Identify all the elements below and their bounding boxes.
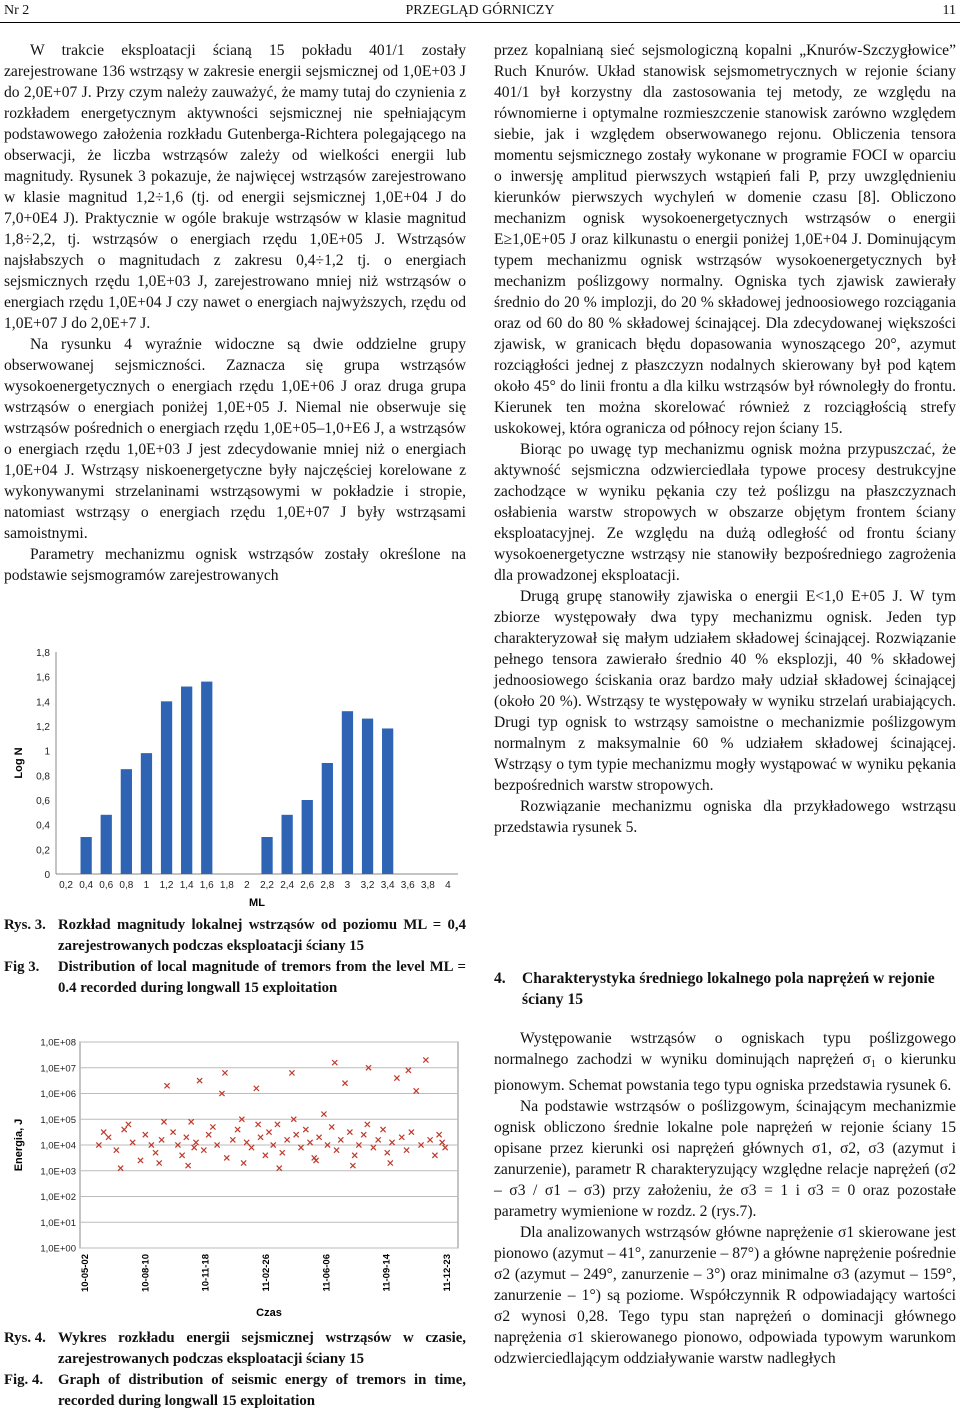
x-tick-label: 0,6 [99, 880, 114, 891]
y-tick-label: 0,4 [36, 820, 50, 832]
energy-chart-svg [4, 1030, 466, 1325]
header-rule [0, 22, 960, 23]
bar [302, 800, 313, 874]
x-tick-label: 11-06-06 [321, 1254, 333, 1292]
caption-text: Distribution of local magnitude of tremors from the level ML = 0.4 recorded during longwall 15 exploitation [58, 959, 466, 996]
energy-scatter-chart [4, 1030, 466, 1325]
x-tick-label: 1,4 [179, 880, 194, 891]
caption-text: Wykres rozkładu energii sejsmicznej wstrząsów w czasie, zarejestrowanych podczas eksploatacji ściany 15 [58, 1330, 466, 1367]
x-tick-label: 0,8 [119, 880, 134, 891]
data-point [159, 1137, 164, 1142]
x-tick-label: 3 [344, 880, 351, 891]
data-point [289, 1070, 294, 1075]
data-point [101, 1130, 106, 1135]
x-tick-label: 1,8 [219, 880, 234, 891]
data-point [235, 1127, 240, 1132]
data-point [350, 1163, 355, 1168]
paragraph: Na rysunku 4 wyraźnie widoczne są dwie oddzielne grupy obserwowanej sejsmiczności. Zaznacza się grupa wstrząsów wysokoenergetycznych o energiach rzędu 1,0E+06 J oraz druga grupa wstrząsów o energiach poniżej 1,0E+05 J. Niemal nie obserwuje się wstrząsów pośrednich o energiach rzędu 1,0E+05–1,0+E6 J, a wstrząsów o energiach rzędu 1,0E+03 J jest zdecydowanie mniej niż o energiach 1,0E+04 J. Wstrząsy niskoenergetyczne były najczęściej korelowane z wykonywanymi strzelaninami wstrząsowymi w pokładzie i stropie, natomiast wstrząsy o energiach rzędu 1,0E+07 J były wstrząsami samoistnymi. [4, 336, 466, 542]
data-point [122, 1127, 127, 1132]
bar [141, 753, 152, 874]
x-tick-label: 0,2 [59, 880, 74, 891]
bar [81, 837, 92, 874]
x-tick-label: 2 [244, 880, 250, 891]
bar [121, 769, 132, 874]
data-point [352, 1153, 357, 1158]
y-tick-label: 1,0E+00 [40, 1243, 76, 1255]
text-run: o kierunku pionowym. Schemat powstania tego typu ogniska przedstawia rysunek 6. [494, 1051, 957, 1094]
y-tick-label: 0 [44, 870, 50, 881]
y-tick-label: 0,2 [36, 845, 50, 857]
bar [362, 719, 373, 874]
subscript: 1 [870, 1059, 876, 1070]
figure-4-caption [4, 1328, 466, 1412]
y-tick-label: 1,0E+03 [40, 1166, 76, 1178]
data-point [388, 1160, 393, 1165]
journal-title: PRZEGLĄD GÓRNICZY [405, 3, 555, 18]
x-tick-label: 1,6 [199, 880, 214, 891]
data-point [313, 1158, 318, 1163]
data-point [427, 1137, 432, 1142]
caption-text: Rozkład magnitudy lokalnej wstrząsów od poziomu ML = 0,4 zarejestrowanych podczas eksploatacji ściany 15 [58, 917, 466, 954]
bar [282, 815, 293, 874]
paragraph: Drugą grupę stanowiły zjawiska o energii E<1,0 E+05 J. W tym zbiorze występowały dwa typy mechanizmu ognisk. Jeden typ charakteryzował się małym udziałem składowej ścinającej. Rozwiązanie pełnego tensora zawierało średnio 40 % eksplozji, 40 % składowej jednoosiowego ściskania oraz bardzo mały udział składowej ścinającej (około 20 %). Wstrząsy te występowały w wyniku strzelań urabiających. Drugi typ ognisk to wstrząsy samoistne o mechanizmie poślizgowym normalnym z maksymalnie 60 % udziałem składowej ścinającej. Wstrząsy o tym typie mechanizmu mogły wystąpować w wyniku pękania bezpośrednich warstw stropowych. [494, 588, 956, 794]
paragraph: Rozwiązanie mechanizmu ogniska dla przykładowego wstrząsu przedstawia rysunek 5. [494, 798, 956, 836]
right-column-text-section-4 [494, 1028, 956, 1369]
data-point [118, 1166, 123, 1171]
bar [261, 837, 272, 874]
data-point [277, 1166, 282, 1171]
y-tick-label: 1,2 [36, 722, 50, 733]
section-heading [494, 968, 956, 1010]
page-header [0, 0, 960, 22]
y-tick-label: 1,6 [36, 672, 50, 684]
data-point [338, 1137, 343, 1142]
data-point [193, 1140, 198, 1145]
data-point [342, 1081, 347, 1086]
x-axis-label: Czas [256, 1307, 282, 1319]
data-point [294, 1132, 299, 1137]
text-run: Występowanie wstrząsów o ogniskach typu poślizgowego normalnego zachodzi w wyniku dominująch naprężeń σ [494, 1030, 956, 1068]
data-point [437, 1132, 442, 1137]
data-point [201, 1148, 206, 1153]
x-tick-label: 3,2 [360, 880, 375, 891]
data-point [206, 1132, 211, 1137]
data-point [114, 1148, 119, 1153]
data-point [399, 1135, 404, 1140]
caption-label: Rys. 4. [4, 1330, 46, 1346]
bar [161, 701, 172, 874]
caption-text: Graph of distribution of seismic energy of tremors in time, recorded during longwall 15 exploitation [58, 1372, 466, 1409]
bar [201, 682, 212, 874]
data-point [256, 1122, 261, 1127]
data-point [157, 1160, 162, 1165]
data-point [329, 1124, 334, 1129]
data-point [376, 1137, 381, 1142]
caption-label: Rys. 3. [4, 917, 46, 933]
bar [382, 728, 393, 874]
x-tick-label: 2,8 [320, 880, 335, 891]
paragraph: przez kopalnianą sieć sejsmologiczną kopalni „Knurów-Szczygłowice” Ruch Knurów. Układ stanowisk sejsmometrycznych w rejonie ściany 401/1 był korzystny dla zastosowania tej metody, ze względu na równomierne i optymalne rozmieszczenie stanowisk zarówno względem siebie, jak i względem obserwowanego rejonu. Obliczenia tensora momentu sejsmicznego zostały wykonane w programie FOCI w oparciu o inwersję amplitud pierwszych wstąpień fali P, przy uwzględnieniu kierunków pierwszych wychyleń w domenie czasu [8]. Obliczono mechanizm ognisk wysokoenergetycznych wstrząsów o energii E≥1,0E+05 J oraz kilkunastu o energii poniżej 1,0E+04 J. Dominującym typem mechanizmu ognisk wstrząsów wysokoenergetycznych był mechanizm poślizgowy normalny. Ogniska tych zjawisk zawierały średnio do 20 % implozji, do 20 % składowej jednoosiowego rozciągania oraz od 60 do 80 % składowej ścinającej. Dla zdecydowanej większości zjawisk, w granicach błędu dopasowania wynoszącego 20°, azymut rozciągłości jednej z płaszczyzn nodalnych skierowany był pod kątem około 45° do linii frontu a dla kilku wstrząsów był równoległy do frontu. Kierunek ten można skorelować również z rozciągłością strefy uskokowej, która ogranicza od północy rejon ściany 15. [494, 42, 956, 437]
data-point [244, 1140, 249, 1145]
data-point [186, 1163, 191, 1168]
data-point [143, 1132, 148, 1137]
data-point [361, 1132, 366, 1137]
y-tick-label: 1,4 [36, 697, 50, 709]
y-tick-label: 0,6 [36, 796, 50, 807]
data-point [443, 1145, 448, 1150]
y-tick-label: 1,8 [36, 648, 50, 659]
data-point [280, 1150, 285, 1155]
data-point [164, 1083, 169, 1088]
bar [101, 815, 112, 874]
data-point [230, 1137, 235, 1142]
y-axis-label: Energia, J [13, 1118, 25, 1172]
x-tick-label: 3,4 [380, 880, 395, 891]
magnitude-bar-chart [4, 642, 466, 912]
data-point [414, 1088, 419, 1093]
y-tick-label: 1,0E+01 [40, 1217, 76, 1229]
x-tick-label: 0,4 [79, 880, 94, 891]
x-tick-label: 1,2 [159, 880, 174, 891]
data-point [189, 1119, 194, 1124]
left-column-text [4, 40, 466, 586]
x-tick-label: 10-05-02 [80, 1254, 91, 1293]
data-point [334, 1148, 339, 1153]
x-tick-label: 11-02-26 [261, 1254, 272, 1292]
y-tick-label: 1,0E+05 [40, 1114, 76, 1126]
data-point [263, 1153, 268, 1158]
data-point [197, 1078, 202, 1083]
bar [181, 687, 192, 874]
figure-3-caption [4, 915, 466, 999]
y-tick-label: 1,0E+02 [40, 1192, 76, 1203]
data-point [389, 1140, 394, 1145]
paragraph: Na podstawie wstrząsów o poślizgowym, ścinającym mechanizmie ognisk obliczono średnie lokalne pole naprężeń w rejonie ściany 15 opisane przez kierunki osi naprężeń głównych σ1, σ2, σ3 (azymut i zanurzenie), parametr R charakteryzujący względne relacje naprężeń (σ2 – σ3 / σ1 – σ3) przy założeniu, że σ3 = 1 i σ3 = 0 oraz pozostałe parametry wymienione w rozdz. 2 (rys.7). [494, 1098, 956, 1220]
data-point [394, 1075, 399, 1080]
data-point [303, 1127, 308, 1132]
data-point [423, 1057, 428, 1062]
y-tick-label: 1,0E+08 [40, 1037, 76, 1049]
caption-label: Fig. 4. [4, 1372, 44, 1388]
y-tick-label: 0,8 [36, 771, 50, 783]
x-tick-label: 4 [445, 880, 451, 891]
caption-label: Fig 3. [4, 959, 40, 975]
data-point [371, 1145, 376, 1150]
x-tick-label: 11-12-23 [442, 1254, 453, 1292]
data-point [266, 1130, 271, 1135]
data-point [210, 1124, 215, 1129]
data-point [307, 1140, 312, 1145]
data-point [432, 1153, 437, 1158]
x-tick-label: 1 [143, 880, 150, 891]
y-axis-label: Log N [13, 747, 25, 779]
paragraph: Biorąc po uwagę typ mechanizmu ognisk można przypuszczać, że aktywność sejsmiczna odzwierciedlała typowe procesy destrukcyjne zachodzące w wyniku pękania czy też poślizgu na płaszczyznach osłabienia warstw stropowych w obszarze objętym frontem ściany eksploatacyjnej. Ze względu na dużą odległość od frontu ściany wysokoenergetyczne wstrząsy nie stanowiły bezpośredniego zagrożenia dla prowadzonej eksploatacji. [494, 441, 956, 584]
data-point [316, 1135, 321, 1140]
y-tick-label: 1,0E+06 [40, 1089, 76, 1100]
data-point [298, 1145, 303, 1150]
magnitude-chart-svg [4, 642, 466, 912]
data-point [347, 1130, 352, 1135]
data-point [192, 1145, 197, 1150]
data-point [254, 1086, 259, 1091]
data-point [406, 1068, 411, 1073]
data-point [224, 1155, 229, 1160]
data-point [153, 1150, 158, 1155]
data-point [249, 1145, 254, 1150]
x-tick-label: 2,6 [300, 880, 315, 891]
y-tick-label: 1,0E+07 [40, 1063, 76, 1075]
data-point [321, 1112, 326, 1117]
y-tick-label: 1,0E+04 [40, 1140, 76, 1152]
section-title: Charakterystyka średniego lokalnego pola naprężeń w rejonie ściany 15 [522, 970, 935, 1008]
issue-number: Nr 2 [4, 3, 30, 18]
paragraph [494, 1028, 956, 1096]
data-point [409, 1130, 414, 1135]
x-axis-label: ML [249, 897, 265, 909]
data-point [161, 1119, 166, 1124]
data-point [440, 1140, 445, 1145]
y-tick-label: 1 [44, 746, 50, 758]
x-tick-label: 3,6 [400, 880, 415, 891]
x-tick-label: 11-09-14 [381, 1254, 393, 1292]
x-tick-label: 10-11-18 [200, 1254, 212, 1292]
bar [322, 763, 333, 874]
x-tick-label: 2,4 [280, 880, 295, 891]
paragraph: Dla analizowanych wstrząsów główne naprężenie σ1 skierowane jest pionowo (azymut – 41°, zanurzenie – 87°) a główne naprężenie pośrednie σ2 (azymut – 249°, zanurzenie – 3°) oraz minimalne σ3 (azymut – 159°, zanurzenie – 1°) są poziome. Współczynnik R odpowiadający wartości σ2 wynosi 0,28. Tego typu stan naprężeń o dominacji głównego naprężenia σ1 skierowanego pionowo, odpowiada typowym warunkom odzwierciedlającym oddziaływanie warstw nadległych [494, 1224, 956, 1367]
x-tick-label: 3,8 [420, 880, 435, 891]
data-point [258, 1135, 263, 1140]
x-tick-label: 2,2 [260, 880, 275, 891]
data-point [385, 1150, 390, 1155]
data-point [332, 1060, 337, 1065]
data-point [170, 1130, 175, 1135]
bar [342, 711, 353, 874]
data-point [222, 1070, 227, 1075]
data-point [180, 1153, 185, 1158]
section-number: 4. [494, 970, 506, 987]
x-tick-label: 10-08-10 [140, 1254, 152, 1293]
data-point [404, 1148, 409, 1153]
data-point [126, 1122, 131, 1127]
page-number: 11 [942, 3, 956, 18]
data-point [275, 1122, 280, 1127]
data-point [241, 1160, 246, 1165]
data-point [380, 1127, 385, 1132]
right-column-text [494, 40, 956, 838]
paragraph: W trakcie eksploatacji ścianą 15 pokładu 401/1 zostały zarejestrowane 136 wstrząsy w zakresie energii sejsmicznej od 1,0E+03 J do 2,0E+07 J. Przy czym należy zauważyć, że mamy tutaj do czynienia z rozkładem energetycznym aktywności sejsmicznej nie spełniającym podstawowego założenia rozkładu Gutenberga-Richtera polegającego na obserwacji, że liczba wstrząsów zależy od wielkości energii lub magnitudy. Rysunek 3 pokazuje, że najwięcej wstrząsów zarejestrowano w klasie magnitud 1,2÷1,6 (tj. od energii sejsmicznej 1,0E+04 J do 7,0+0E4 J). Praktycznie w ogóle brakuje wstrząsów w klasie magnitud 1,8÷2,2, tj. wstrząsów o energiach rzędu 1,0E+05 J. Wstrząsów najsłabszych o magnitudach z zakresu 0,4÷1,2 tj. o energiach sejsmicznych rzędu 1,0E+03 J, zarejestrowano mniej niż wstrząsów o energiach rzędu 1,0E+04 J czy nawet o energiach najwyższych, rzędu od 1,0E+07 J do 2,0E+7 J. [4, 42, 466, 332]
data-point [106, 1135, 111, 1140]
data-point [285, 1137, 290, 1142]
data-point [365, 1122, 370, 1127]
data-point [184, 1135, 189, 1140]
data-point [138, 1158, 143, 1163]
data-point [130, 1140, 135, 1145]
paragraph: Parametry mechanizmu ognisk wstrząsów zostały określone na podstawie sejsmogramów zarejestrowanych [4, 546, 466, 584]
